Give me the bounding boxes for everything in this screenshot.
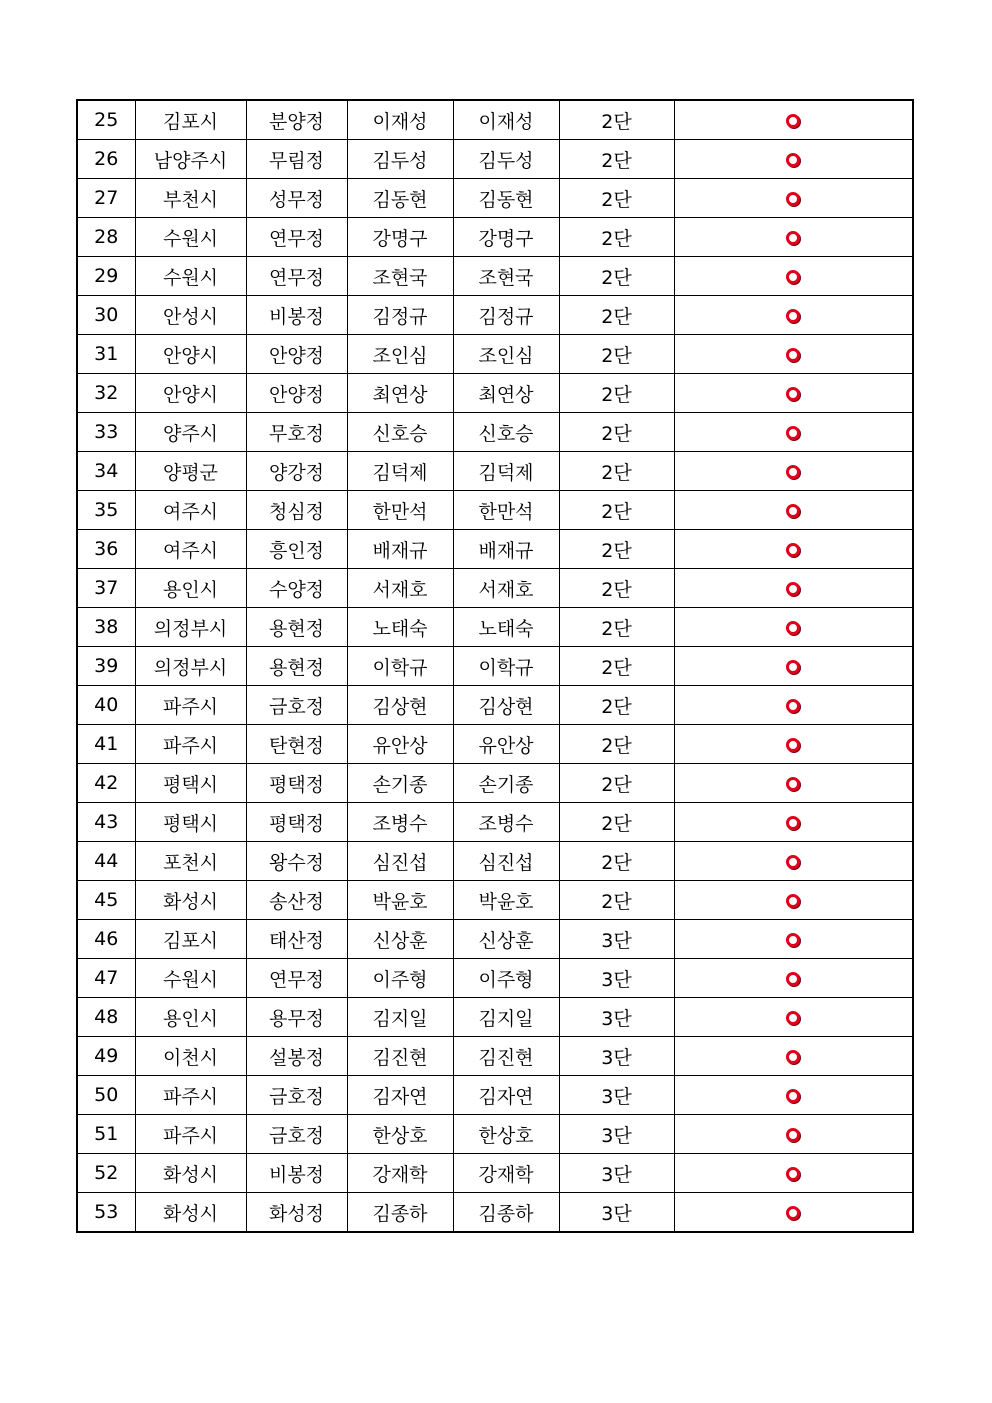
club-name-cell: 무호정	[246, 413, 347, 452]
city-name-cell: 이천시	[135, 1037, 246, 1076]
member-name-2-cell: 서재호	[453, 569, 559, 608]
row-number-cell: 45	[77, 881, 135, 920]
member-name-cell: 강재학	[347, 1154, 453, 1193]
rank-grade-cell: 3단	[559, 920, 674, 959]
member-name-cell: 이재성	[347, 100, 453, 140]
table-row	[77, 647, 913, 686]
mark-cell	[674, 1193, 913, 1233]
rank-grade-cell: 2단	[559, 647, 674, 686]
member-name-cell: 한만석	[347, 491, 453, 530]
row-number-cell: 52	[77, 1154, 135, 1193]
member-name-2-cell: 강재학	[453, 1154, 559, 1193]
table-row	[77, 1076, 913, 1115]
member-name-2-cell: 조현국	[453, 257, 559, 296]
club-name-cell: 용현정	[246, 608, 347, 647]
member-name-2-cell: 조인심	[453, 335, 559, 374]
roster-table	[76, 99, 914, 1233]
red-circle-mark-icon	[786, 621, 800, 635]
table-row	[77, 1193, 913, 1233]
member-name-cell: 조병수	[347, 803, 453, 842]
club-name-cell: 금호정	[246, 1115, 347, 1154]
rank-grade-cell: 2단	[559, 257, 674, 296]
club-name-cell: 청심정	[246, 491, 347, 530]
member-name-2-cell: 이주형	[453, 959, 559, 998]
table-row	[77, 296, 913, 335]
city-name-cell: 화성시	[135, 881, 246, 920]
red-circle-mark-icon	[786, 855, 800, 869]
member-name-cell: 유안상	[347, 725, 453, 764]
red-circle-mark-icon	[786, 1089, 800, 1103]
mark-cell	[674, 725, 913, 764]
red-circle-mark-icon	[786, 465, 800, 479]
city-name-cell: 화성시	[135, 1154, 246, 1193]
row-number-cell: 33	[77, 413, 135, 452]
row-number-cell: 49	[77, 1037, 135, 1076]
mark-cell	[674, 374, 913, 413]
mark-cell	[674, 764, 913, 803]
row-number-cell: 44	[77, 842, 135, 881]
red-circle-mark-icon	[786, 1011, 800, 1025]
rank-grade-cell: 2단	[559, 803, 674, 842]
mark-cell	[674, 413, 913, 452]
club-name-cell: 송산정	[246, 881, 347, 920]
row-number-cell: 42	[77, 764, 135, 803]
mark-cell	[674, 452, 913, 491]
member-name-cell: 배재규	[347, 530, 453, 569]
row-number-cell: 50	[77, 1076, 135, 1115]
table-row	[77, 491, 913, 530]
row-number-cell: 28	[77, 218, 135, 257]
city-name-cell: 안성시	[135, 296, 246, 335]
mark-cell	[674, 959, 913, 998]
red-circle-mark-icon	[786, 270, 800, 284]
roster-body	[77, 100, 913, 1232]
city-name-cell: 부천시	[135, 179, 246, 218]
mark-cell	[674, 1115, 913, 1154]
member-name-cell: 김자연	[347, 1076, 453, 1115]
rank-grade-cell: 3단	[559, 1115, 674, 1154]
red-circle-mark-icon	[786, 192, 800, 206]
member-name-cell: 김두성	[347, 140, 453, 179]
red-circle-mark-icon	[786, 231, 800, 245]
member-name-cell: 신호승	[347, 413, 453, 452]
row-number-cell: 43	[77, 803, 135, 842]
member-name-cell: 손기종	[347, 764, 453, 803]
club-name-cell: 화성정	[246, 1193, 347, 1233]
row-number-cell: 35	[77, 491, 135, 530]
member-name-cell: 김덕제	[347, 452, 453, 491]
row-number-cell: 41	[77, 725, 135, 764]
city-name-cell: 파주시	[135, 725, 246, 764]
city-name-cell: 양주시	[135, 413, 246, 452]
member-name-2-cell: 노태숙	[453, 608, 559, 647]
mark-cell	[674, 842, 913, 881]
city-name-cell: 남양주시	[135, 140, 246, 179]
member-name-2-cell: 김종하	[453, 1193, 559, 1233]
member-name-2-cell: 김자연	[453, 1076, 559, 1115]
city-name-cell: 여주시	[135, 530, 246, 569]
table-row	[77, 374, 913, 413]
row-number-cell: 46	[77, 920, 135, 959]
red-circle-mark-icon	[786, 699, 800, 713]
row-number-cell: 25	[77, 100, 135, 140]
mark-cell	[674, 179, 913, 218]
member-name-2-cell: 최연상	[453, 374, 559, 413]
red-circle-mark-icon	[786, 309, 800, 323]
mark-cell	[674, 569, 913, 608]
club-name-cell: 탄현정	[246, 725, 347, 764]
rank-grade-cell: 2단	[559, 881, 674, 920]
club-name-cell: 설봉정	[246, 1037, 347, 1076]
city-name-cell: 의정부시	[135, 608, 246, 647]
city-name-cell: 용인시	[135, 569, 246, 608]
club-name-cell: 성무정	[246, 179, 347, 218]
rank-grade-cell: 2단	[559, 179, 674, 218]
table-row	[77, 569, 913, 608]
club-name-cell: 평택정	[246, 803, 347, 842]
row-number-cell: 47	[77, 959, 135, 998]
city-name-cell: 김포시	[135, 920, 246, 959]
city-name-cell: 파주시	[135, 686, 246, 725]
table-row	[77, 842, 913, 881]
row-number-cell: 38	[77, 608, 135, 647]
table-row	[77, 530, 913, 569]
club-name-cell: 안양정	[246, 374, 347, 413]
mark-cell	[674, 257, 913, 296]
member-name-2-cell: 조병수	[453, 803, 559, 842]
table-row	[77, 764, 913, 803]
member-name-2-cell: 배재규	[453, 530, 559, 569]
member-name-2-cell: 박윤호	[453, 881, 559, 920]
table-row	[77, 179, 913, 218]
red-circle-mark-icon	[786, 543, 800, 557]
table-row	[77, 257, 913, 296]
row-number-cell: 26	[77, 140, 135, 179]
member-name-2-cell: 신호승	[453, 413, 559, 452]
city-name-cell: 화성시	[135, 1193, 246, 1233]
rank-grade-cell: 3단	[559, 998, 674, 1037]
table-row	[77, 959, 913, 998]
red-circle-mark-icon	[786, 153, 800, 167]
city-name-cell: 여주시	[135, 491, 246, 530]
club-name-cell: 연무정	[246, 218, 347, 257]
table-row	[77, 452, 913, 491]
rank-grade-cell: 3단	[559, 1037, 674, 1076]
mark-cell	[674, 881, 913, 920]
mark-cell	[674, 608, 913, 647]
member-name-2-cell: 김상현	[453, 686, 559, 725]
city-name-cell: 안양시	[135, 335, 246, 374]
red-circle-mark-icon	[786, 816, 800, 830]
red-circle-mark-icon	[786, 972, 800, 986]
rank-grade-cell: 3단	[559, 1076, 674, 1115]
row-number-cell: 39	[77, 647, 135, 686]
member-name-2-cell: 김동현	[453, 179, 559, 218]
rank-grade-cell: 2단	[559, 140, 674, 179]
row-number-cell: 34	[77, 452, 135, 491]
row-number-cell: 40	[77, 686, 135, 725]
table-row	[77, 803, 913, 842]
red-circle-mark-icon	[786, 738, 800, 752]
member-name-2-cell: 한만석	[453, 491, 559, 530]
mark-cell	[674, 1076, 913, 1115]
rank-grade-cell: 2단	[559, 764, 674, 803]
table-row	[77, 998, 913, 1037]
red-circle-mark-icon	[786, 426, 800, 440]
red-circle-mark-icon	[786, 1206, 800, 1220]
club-name-cell: 양강정	[246, 452, 347, 491]
mark-cell	[674, 100, 913, 140]
club-name-cell: 연무정	[246, 959, 347, 998]
table-row	[77, 100, 913, 140]
club-name-cell: 평택정	[246, 764, 347, 803]
member-name-2-cell: 김지일	[453, 998, 559, 1037]
red-circle-mark-icon	[786, 660, 800, 674]
city-name-cell: 수원시	[135, 218, 246, 257]
red-circle-mark-icon	[786, 504, 800, 518]
rank-grade-cell: 2단	[559, 218, 674, 257]
city-name-cell: 포천시	[135, 842, 246, 881]
rank-grade-cell: 2단	[559, 374, 674, 413]
rank-grade-cell: 2단	[559, 335, 674, 374]
member-name-cell: 노태숙	[347, 608, 453, 647]
member-name-cell: 이학규	[347, 647, 453, 686]
member-name-2-cell: 김정규	[453, 296, 559, 335]
table-row	[77, 140, 913, 179]
city-name-cell: 안양시	[135, 374, 246, 413]
member-name-cell: 최연상	[347, 374, 453, 413]
rank-grade-cell: 2단	[559, 413, 674, 452]
member-name-cell: 김지일	[347, 998, 453, 1037]
row-number-cell: 30	[77, 296, 135, 335]
rank-grade-cell: 2단	[559, 569, 674, 608]
table-row	[77, 686, 913, 725]
row-number-cell: 53	[77, 1193, 135, 1233]
mark-cell	[674, 647, 913, 686]
member-name-2-cell: 이학규	[453, 647, 559, 686]
row-number-cell: 36	[77, 530, 135, 569]
rank-grade-cell: 2단	[559, 842, 674, 881]
red-circle-mark-icon	[786, 1167, 800, 1181]
member-name-2-cell: 이재성	[453, 100, 559, 140]
member-name-2-cell: 김덕제	[453, 452, 559, 491]
member-name-cell: 김진현	[347, 1037, 453, 1076]
red-circle-mark-icon	[786, 387, 800, 401]
city-name-cell: 파주시	[135, 1115, 246, 1154]
red-circle-mark-icon	[786, 1050, 800, 1064]
rank-grade-cell: 3단	[559, 1193, 674, 1233]
rank-grade-cell: 2단	[559, 608, 674, 647]
mark-cell	[674, 530, 913, 569]
red-circle-mark-icon	[786, 348, 800, 362]
member-name-2-cell: 손기종	[453, 764, 559, 803]
mark-cell	[674, 335, 913, 374]
member-name-cell: 김종하	[347, 1193, 453, 1233]
member-name-2-cell: 심진섭	[453, 842, 559, 881]
row-number-cell: 51	[77, 1115, 135, 1154]
table-row	[77, 335, 913, 374]
club-name-cell: 안양정	[246, 335, 347, 374]
row-number-cell: 48	[77, 998, 135, 1037]
mark-cell	[674, 1154, 913, 1193]
city-name-cell: 김포시	[135, 100, 246, 140]
mark-cell	[674, 686, 913, 725]
table-row	[77, 1154, 913, 1193]
row-number-cell: 37	[77, 569, 135, 608]
mark-cell	[674, 920, 913, 959]
table-row	[77, 608, 913, 647]
mark-cell	[674, 998, 913, 1037]
mark-cell	[674, 1037, 913, 1076]
mark-cell	[674, 140, 913, 179]
city-name-cell: 의정부시	[135, 647, 246, 686]
member-name-cell: 심진섭	[347, 842, 453, 881]
member-name-cell: 한상호	[347, 1115, 453, 1154]
rank-grade-cell: 2단	[559, 296, 674, 335]
table-row	[77, 920, 913, 959]
member-name-2-cell: 김진현	[453, 1037, 559, 1076]
row-number-cell: 32	[77, 374, 135, 413]
rank-grade-cell: 2단	[559, 100, 674, 140]
club-name-cell: 용현정	[246, 647, 347, 686]
rank-grade-cell: 2단	[559, 452, 674, 491]
table-row	[77, 218, 913, 257]
table-row	[77, 413, 913, 452]
member-name-2-cell: 김두성	[453, 140, 559, 179]
row-number-cell: 31	[77, 335, 135, 374]
city-name-cell: 용인시	[135, 998, 246, 1037]
member-name-2-cell: 강명구	[453, 218, 559, 257]
club-name-cell: 흥인정	[246, 530, 347, 569]
city-name-cell: 양평군	[135, 452, 246, 491]
club-name-cell: 왕수정	[246, 842, 347, 881]
rank-grade-cell: 2단	[559, 530, 674, 569]
mark-cell	[674, 803, 913, 842]
member-name-cell: 서재호	[347, 569, 453, 608]
mark-cell	[674, 218, 913, 257]
rank-grade-cell: 2단	[559, 725, 674, 764]
club-name-cell: 금호정	[246, 686, 347, 725]
red-circle-mark-icon	[786, 1128, 800, 1142]
member-name-cell: 조인심	[347, 335, 453, 374]
member-name-2-cell: 한상호	[453, 1115, 559, 1154]
red-circle-mark-icon	[786, 777, 800, 791]
club-name-cell: 무림정	[246, 140, 347, 179]
mark-cell	[674, 491, 913, 530]
rank-grade-cell: 3단	[559, 1154, 674, 1193]
club-name-cell: 수양정	[246, 569, 347, 608]
rank-grade-cell: 2단	[559, 686, 674, 725]
row-number-cell: 29	[77, 257, 135, 296]
rank-grade-cell: 3단	[559, 959, 674, 998]
table-row	[77, 1115, 913, 1154]
member-name-cell: 김상현	[347, 686, 453, 725]
club-name-cell: 비봉정	[246, 296, 347, 335]
member-name-cell: 이주형	[347, 959, 453, 998]
city-name-cell: 평택시	[135, 764, 246, 803]
city-name-cell: 수원시	[135, 257, 246, 296]
club-name-cell: 분양정	[246, 100, 347, 140]
member-name-cell: 김정규	[347, 296, 453, 335]
table-row	[77, 1037, 913, 1076]
rank-grade-cell: 2단	[559, 491, 674, 530]
member-name-2-cell: 유안상	[453, 725, 559, 764]
red-circle-mark-icon	[786, 582, 800, 596]
city-name-cell: 평택시	[135, 803, 246, 842]
member-name-2-cell: 신상훈	[453, 920, 559, 959]
red-circle-mark-icon	[786, 933, 800, 947]
row-number-cell: 27	[77, 179, 135, 218]
member-name-cell: 신상훈	[347, 920, 453, 959]
member-name-cell: 강명구	[347, 218, 453, 257]
member-name-cell: 김동현	[347, 179, 453, 218]
club-name-cell: 금호정	[246, 1076, 347, 1115]
member-name-cell: 박윤호	[347, 881, 453, 920]
member-name-cell: 조현국	[347, 257, 453, 296]
mark-cell	[674, 296, 913, 335]
club-name-cell: 비봉정	[246, 1154, 347, 1193]
red-circle-mark-icon	[786, 894, 800, 908]
club-name-cell: 연무정	[246, 257, 347, 296]
table-row	[77, 881, 913, 920]
city-name-cell: 수원시	[135, 959, 246, 998]
city-name-cell: 파주시	[135, 1076, 246, 1115]
club-name-cell: 용무정	[246, 998, 347, 1037]
table-row	[77, 725, 913, 764]
red-circle-mark-icon	[786, 114, 800, 128]
club-name-cell: 태산정	[246, 920, 347, 959]
